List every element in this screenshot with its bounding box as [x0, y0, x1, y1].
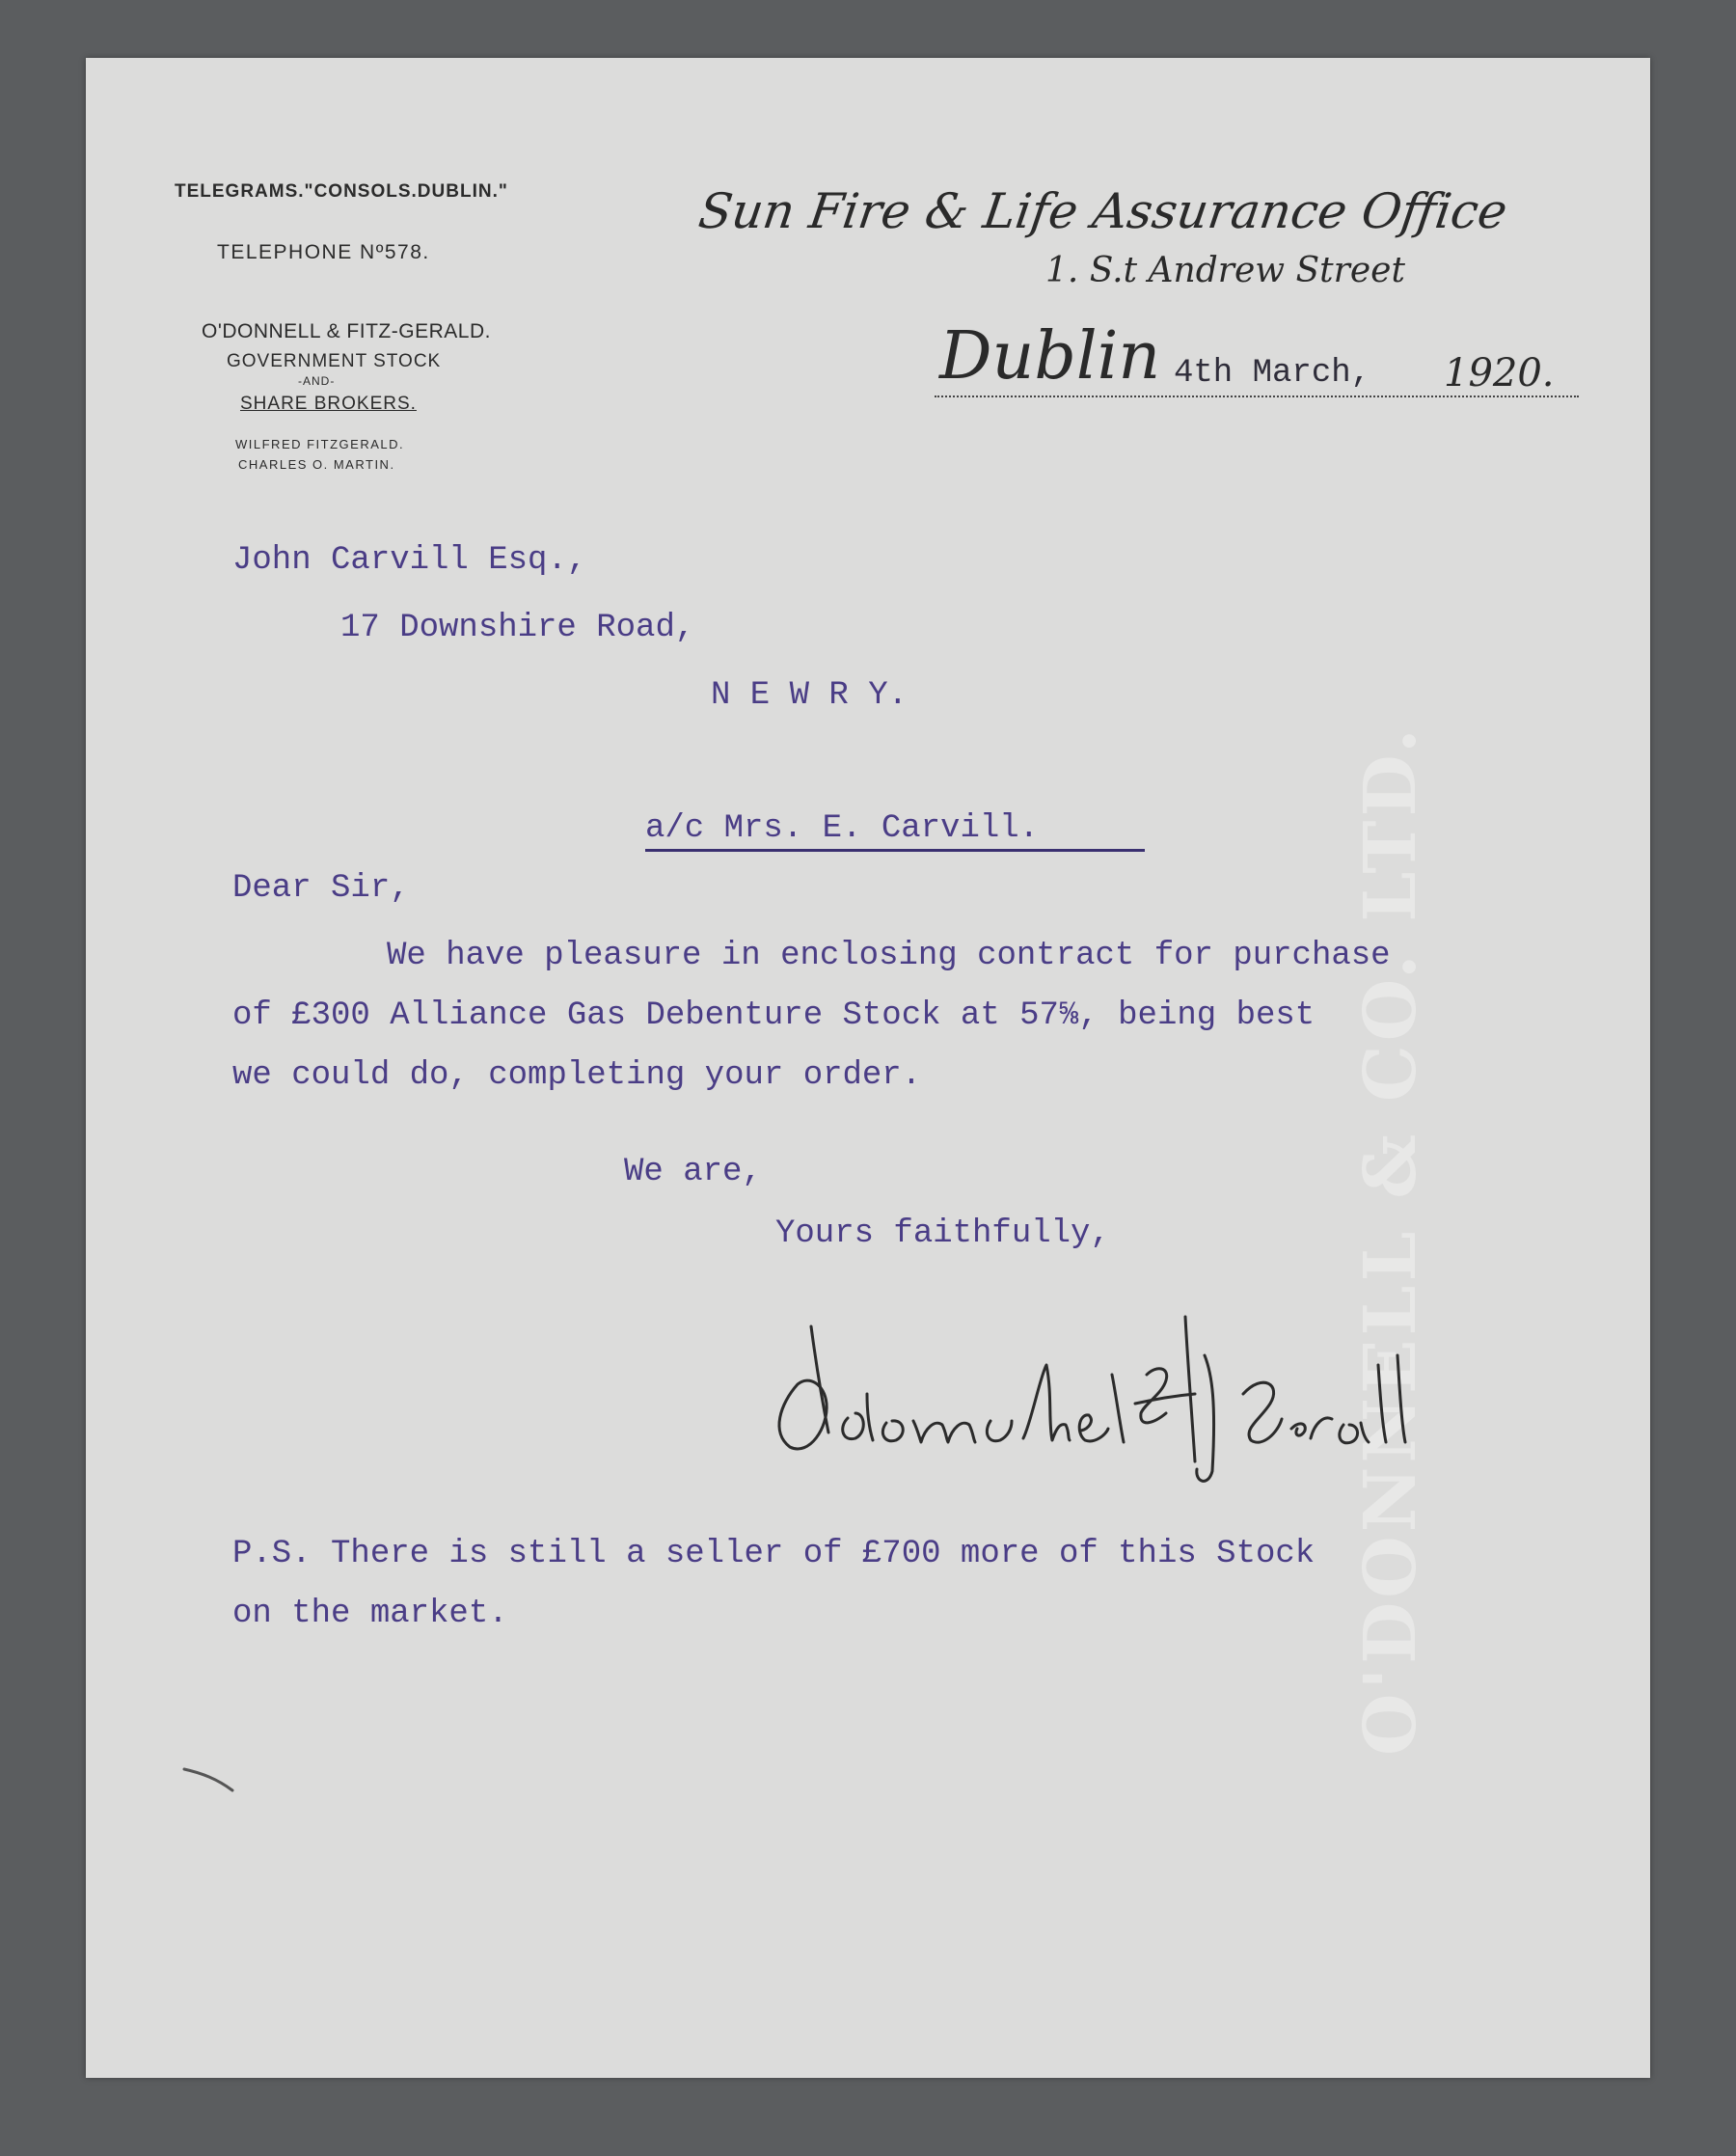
- letter-date-year: 1920.: [1444, 351, 1555, 396]
- body-line-3: we could do, completing your order.: [232, 1057, 922, 1094]
- letterhead-office-name: Sun Fire & Life Assurance Office: [694, 183, 1511, 239]
- letterhead-telegrams: TELEGRAMS."CONSOLS.DUBLIN.": [175, 181, 508, 202]
- handwritten-signature: [742, 1259, 1417, 1490]
- letterhead-line-share-brokers: SHARE BROKERS.: [240, 394, 417, 414]
- pencil-mark: [182, 1765, 240, 1794]
- postscript-line-1: P.S. There is still a seller of £700 more of this Stock: [232, 1536, 1316, 1572]
- letterhead-street: 1. S.t Andrew Street: [1045, 251, 1405, 290]
- letterhead-city: Dublin: [939, 318, 1161, 395]
- letterhead-line-and: -AND-: [298, 374, 336, 388]
- letterhead-partner-2: CHARLES O. MARTIN.: [238, 457, 395, 472]
- recipient-town: N E W R Y.: [711, 677, 909, 714]
- salutation: Dear Sir,: [232, 870, 410, 907]
- letter-date: 4th March,: [1174, 355, 1371, 392]
- letterhead-partner-1: WILFRED FITZGERALD.: [235, 437, 405, 451]
- closing-line-2: Yours faithfully,: [775, 1215, 1110, 1252]
- letterhead-telephone: TELEPHONE Nº578.: [217, 241, 430, 263]
- account-reference-underline: [645, 849, 1145, 852]
- watermark: O'DONNELL & CO. LTD.: [1349, 724, 1432, 1756]
- letterhead-line-government-stock: GOVERNMENT STOCK: [227, 351, 442, 371]
- postscript-line-2: on the market.: [232, 1596, 508, 1632]
- body-line-1: We have pleasure in enclosing contract for purchase: [387, 938, 1391, 974]
- closing-line-1: We are,: [624, 1154, 762, 1190]
- recipient-street: 17 Downshire Road,: [340, 610, 695, 646]
- letterhead-firm-name: O'DONNELL & FITZ-GERALD.: [202, 320, 491, 342]
- account-reference: a/c Mrs. E. Carvill.: [645, 810, 1040, 847]
- date-dotted-line: [935, 396, 1579, 397]
- letter-sheet: [86, 58, 1650, 2078]
- recipient-name: John Carvill Esq.,: [232, 542, 587, 579]
- body-line-2: of £300 Alliance Gas Debenture Stock at 57⅝, being best: [232, 997, 1316, 1034]
